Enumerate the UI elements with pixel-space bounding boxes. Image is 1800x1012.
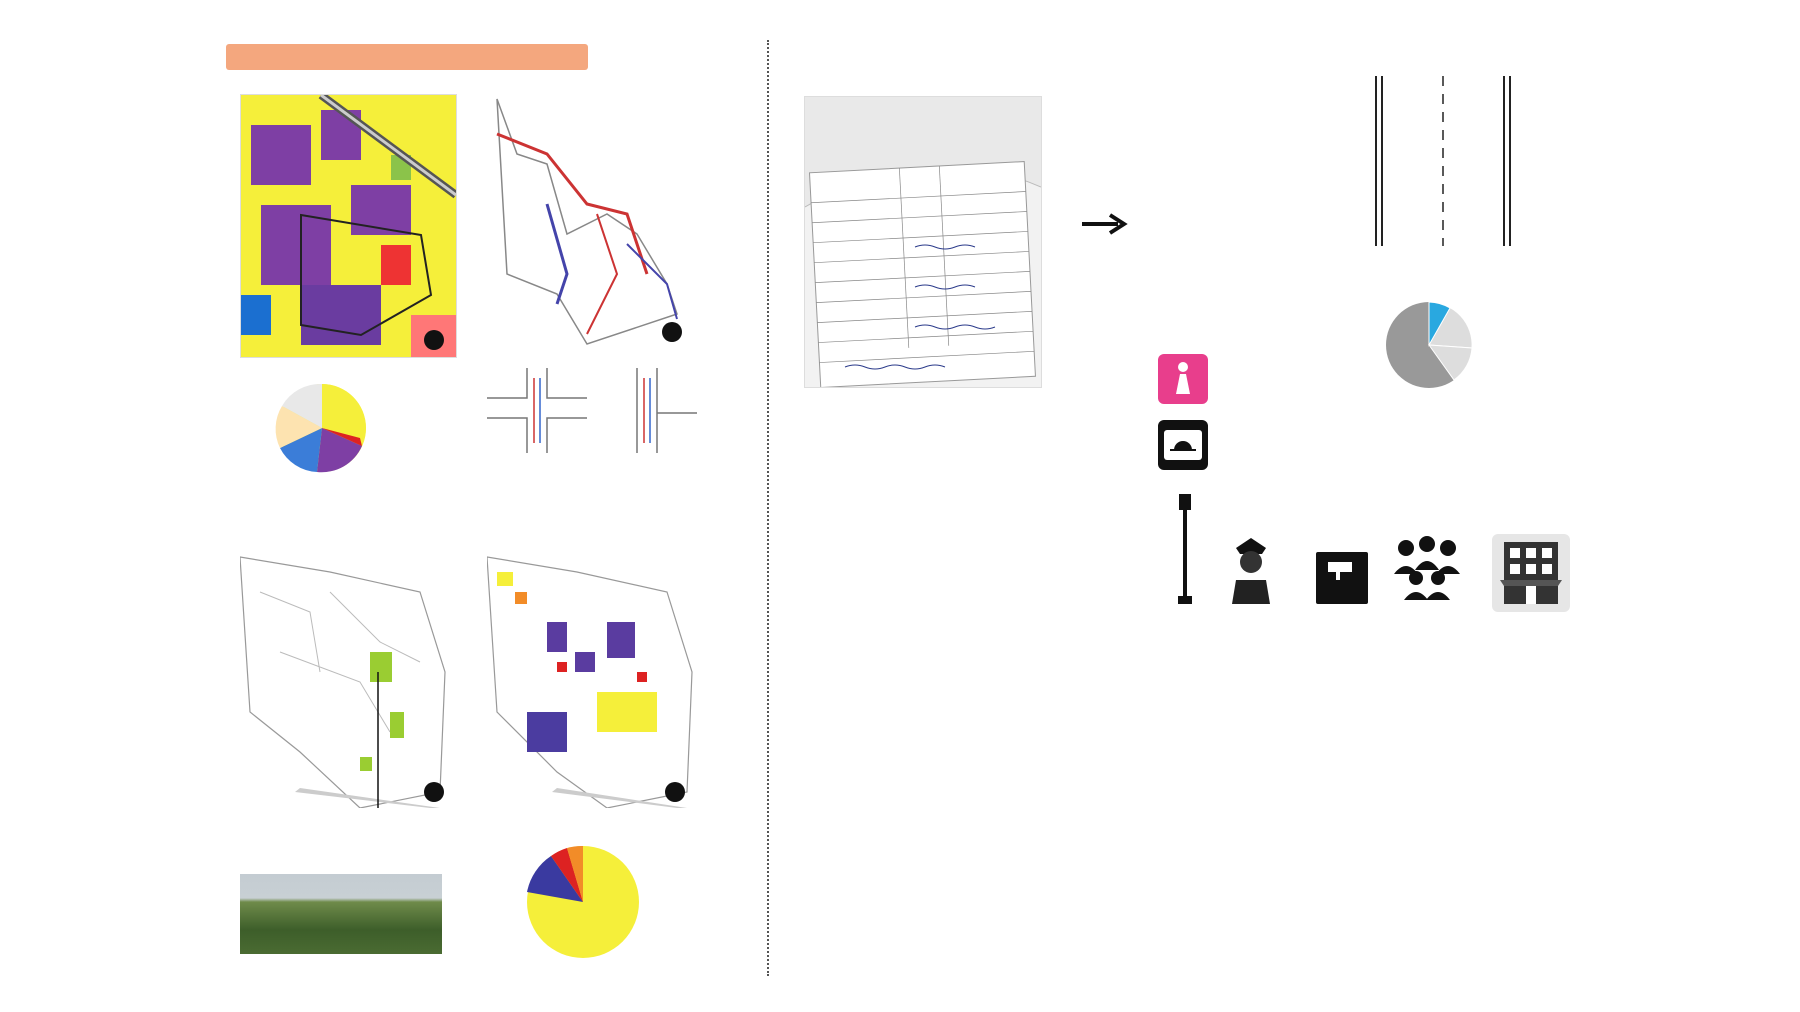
survey-sheet-graphic (805, 97, 1041, 387)
woman-safety-icon (1158, 354, 1208, 404)
bar-chart-graphic (1128, 718, 1588, 938)
section-header (226, 44, 588, 70)
building-use-map (487, 552, 697, 808)
cctv-icon (1316, 552, 1368, 604)
landuse-map-graphic (241, 95, 456, 357)
streetlight-icon (1170, 490, 1200, 608)
traffic-count-diagrams (487, 368, 697, 478)
road-hierarchy-map (487, 94, 697, 356)
survey-photo (804, 96, 1042, 388)
years-pie-graphic (1384, 300, 1474, 390)
building-pie-graphic (487, 822, 667, 962)
landuse-pie-labels (262, 378, 382, 478)
shopfront-icon (1492, 534, 1570, 612)
building-use-pie (487, 822, 667, 962)
crowd-icon (1390, 534, 1464, 600)
street-experience-list (1164, 80, 1334, 340)
night-safety-icon (1158, 420, 1208, 470)
junction-graphic (487, 368, 697, 478)
building-use-graphic (487, 552, 697, 808)
street-furniture-chart (1128, 718, 1588, 938)
open-spaces-graphic (240, 552, 450, 808)
road-map-graphic (487, 94, 697, 356)
landuse-map (240, 94, 457, 358)
park-photo (240, 874, 442, 954)
missing-labels (1150, 620, 1590, 650)
years-pie (1384, 300, 1474, 390)
page-divider (767, 40, 769, 976)
open-spaces-map (240, 552, 450, 808)
arrow-right-icon (1080, 212, 1128, 241)
crossing-graphic (1364, 76, 1604, 246)
police-icon (1228, 534, 1274, 604)
crossing-diagram (1364, 76, 1604, 246)
